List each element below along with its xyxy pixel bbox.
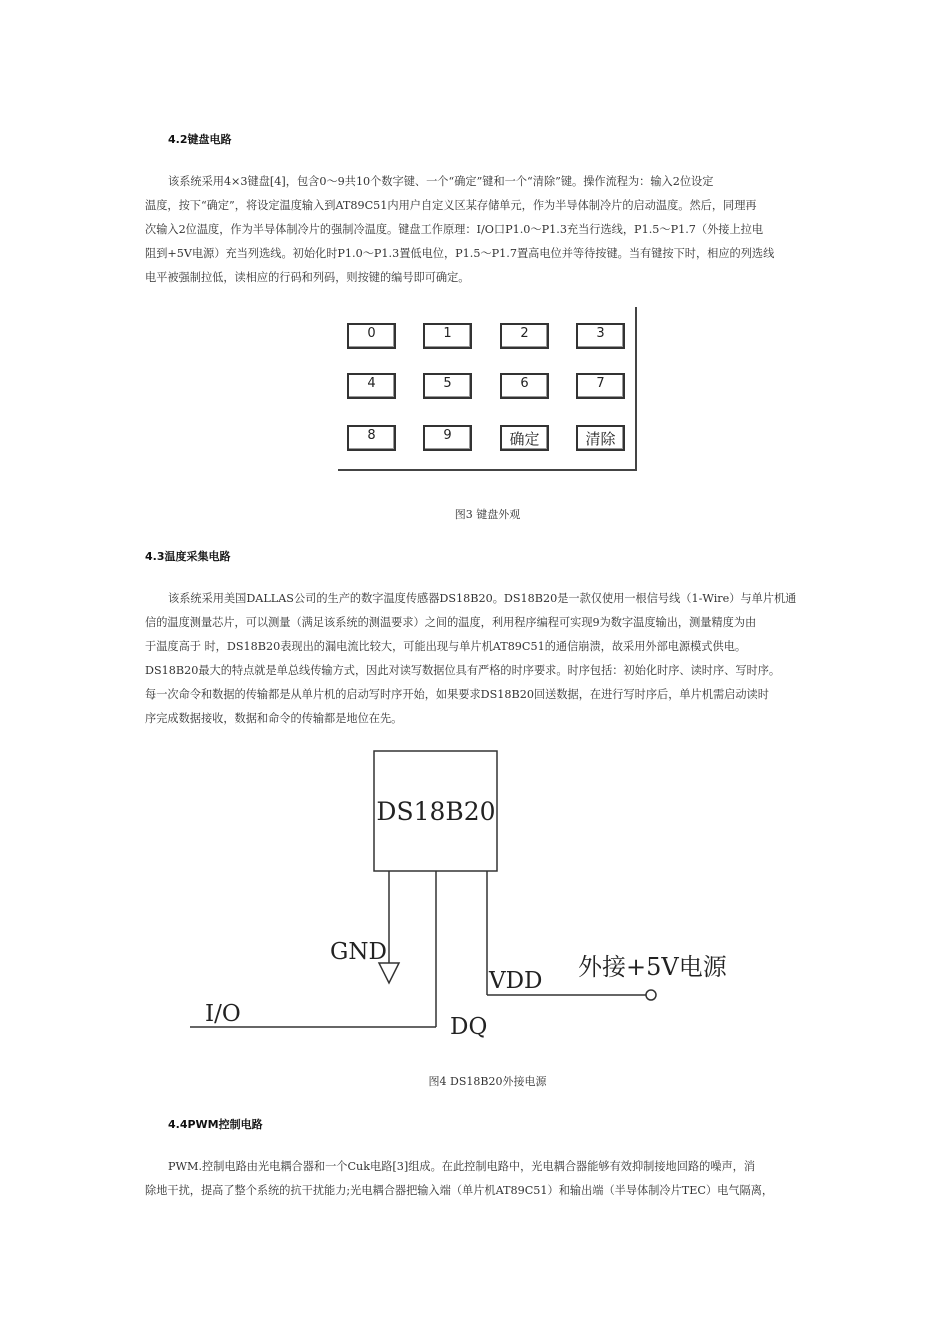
key-6: 6: [500, 373, 549, 399]
figure4-caption: 图4 DS18B20外接电源: [428, 1075, 547, 1088]
ground-symbol: [379, 963, 399, 983]
power-label: 外接+5V电源: [578, 953, 727, 981]
paragraph-line: 于温度高于 时，DS18B20表现出的漏电流比较大，可能出现与单片机AT89C51的通信崩溃，故采用外部电源模式供电。: [145, 640, 747, 653]
gnd-label: GND: [330, 939, 387, 965]
paragraph-line: PWM.控制电路由光电耦合器和一个Cuk电路[3]组成。在此控制电路中，光电耦合器能够有效抑制接地回路的噪声，消: [168, 1160, 756, 1173]
power-terminal: [646, 990, 656, 1000]
figure3-caption: 图3 键盘外观: [454, 508, 521, 521]
paragraph-line: 除地干扰，提高了整个系统的抗干扰能力;光电耦合器把输入端（单片机AT89C51）和输出端（半导体制冷片TEC）电气隔离，: [145, 1184, 774, 1197]
ds18b20-circuit: [180, 745, 780, 1045]
key-clear: 清除: [576, 425, 625, 451]
key-0: 0: [347, 323, 396, 349]
vdd-label: VDD: [489, 968, 543, 994]
key-8: 8: [347, 425, 396, 451]
paragraph-line: 该系统采用美国DALLAS公司的生产的数字温度传感器DS18B20。DS18B20是一款仅使用一根信号线（1-Wire）与单片机通: [168, 592, 797, 605]
section-heading-temperature: 4.3温度采集电路: [145, 550, 231, 563]
io-label: I/O: [205, 1001, 241, 1027]
key-7: 7: [576, 373, 625, 399]
paragraph-line: 次输入2位温度，作为半导体制冷片的强制冷温度。键盘工作原理：I/O口P1.0～P1.3充当行选线，P1.5～P1.7（外接上拉电: [145, 223, 764, 236]
key-4: 4: [347, 373, 396, 399]
paragraph-line: DS18B20最大的特点就是单总线传输方式，因此对读写数据位具有严格的时序要求。时序包括：初始化时序、读时序、写时序。: [145, 664, 781, 677]
section-heading-pwm: 4.4PWM控制电路: [168, 1118, 263, 1131]
section-heading-keyboard: 4.2键盘电路: [168, 133, 232, 146]
key-1: 1: [423, 323, 472, 349]
chip-label: DS18B20: [376, 797, 496, 826]
paragraph-line: 该系统采用4×3键盘[4]，包含0～9共10个数字键、一个“确定”键和一个“清除”键。操作流程为：输入2位设定: [168, 175, 714, 188]
key-confirm: 确定: [500, 425, 549, 451]
paragraph-line: 信的温度测量芯片，可以测量（满足该系统的测温要求）之间的温度，利用程序编程可实现9为数字温度输出，测量精度为由: [145, 616, 757, 629]
paragraph-line: 序完成数据接收，数据和命令的传输都是地位在先。: [145, 712, 403, 725]
paragraph-line: 电平被强制拉低，读相应的行码和列码，则按键的编号即可确定。: [145, 271, 470, 284]
paragraph-line: 温度，按下“确定”，将设定温度输入到AT89C51内用户自定义区某存储单元，作为半导体制冷片的启动温度。然后，同理再: [145, 199, 757, 212]
paragraph-line: 阻到+5V电源）充当列选线。初始化时P1.0～P1.3置低电位，P1.5～P1.7置高电位并等待按键。当有键按下时，相应的列选线: [145, 247, 775, 260]
paragraph-line: 每一次命令和数据的传输都是从单片机的启动写时序开始，如果要求DS18B20回送数据，在进行写时序后，单片机需启动读时: [145, 688, 769, 701]
key-9: 9: [423, 425, 472, 451]
key-5: 5: [423, 373, 472, 399]
dq-label: DQ: [450, 1014, 488, 1040]
key-3: 3: [576, 323, 625, 349]
key-2: 2: [500, 323, 549, 349]
